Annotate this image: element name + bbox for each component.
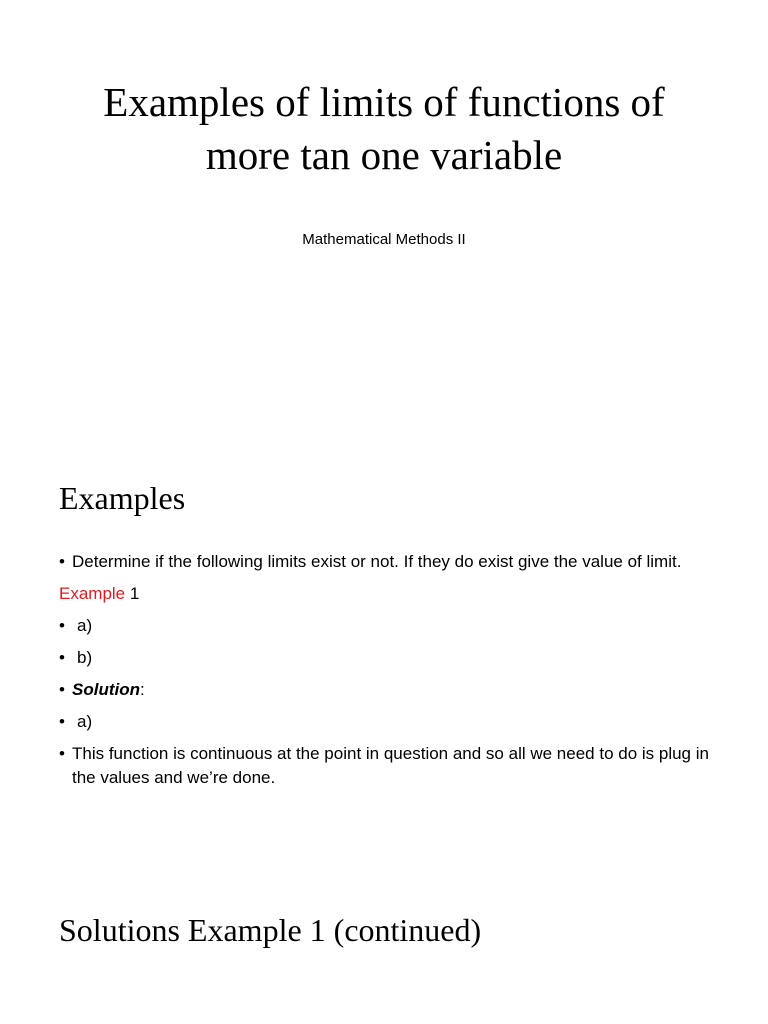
slide-heading-solutions: Solutions Example 1 (continued) xyxy=(59,912,482,948)
list-item-a xyxy=(59,614,719,638)
list-item-continuity xyxy=(59,742,719,790)
presentation-subtitle: Mathematical Methods II xyxy=(302,231,466,248)
solution-a-text: a) xyxy=(77,712,93,731)
item-a-text: a) xyxy=(77,616,93,635)
solution-colon: : xyxy=(139,680,145,699)
example-number: 1 xyxy=(125,584,140,603)
example-label xyxy=(59,582,719,606)
solution-label: Solution xyxy=(72,680,140,699)
example-word: Example xyxy=(59,584,126,603)
slide-heading-examples: Examples xyxy=(59,480,186,516)
slide-title xyxy=(0,0,768,432)
list-item-solution-a xyxy=(59,710,719,734)
list-item-b xyxy=(59,646,719,670)
item-b-text: b) xyxy=(77,648,93,667)
examples-list xyxy=(59,550,719,798)
list-item-intro xyxy=(59,550,719,574)
continuity-note: This function is continuous at the point in question and so all we need to do is plug in the values and we’re done. xyxy=(72,744,709,787)
list-item-solution xyxy=(59,678,719,702)
presentation-title: Examples of limits of functions of more tan one variable xyxy=(103,79,665,178)
slide-solutions-continued xyxy=(0,864,768,1024)
intro-text: Determine if the following limits exist or not. If they do exist give the value of limit. xyxy=(72,552,682,571)
slide-examples xyxy=(0,432,768,864)
